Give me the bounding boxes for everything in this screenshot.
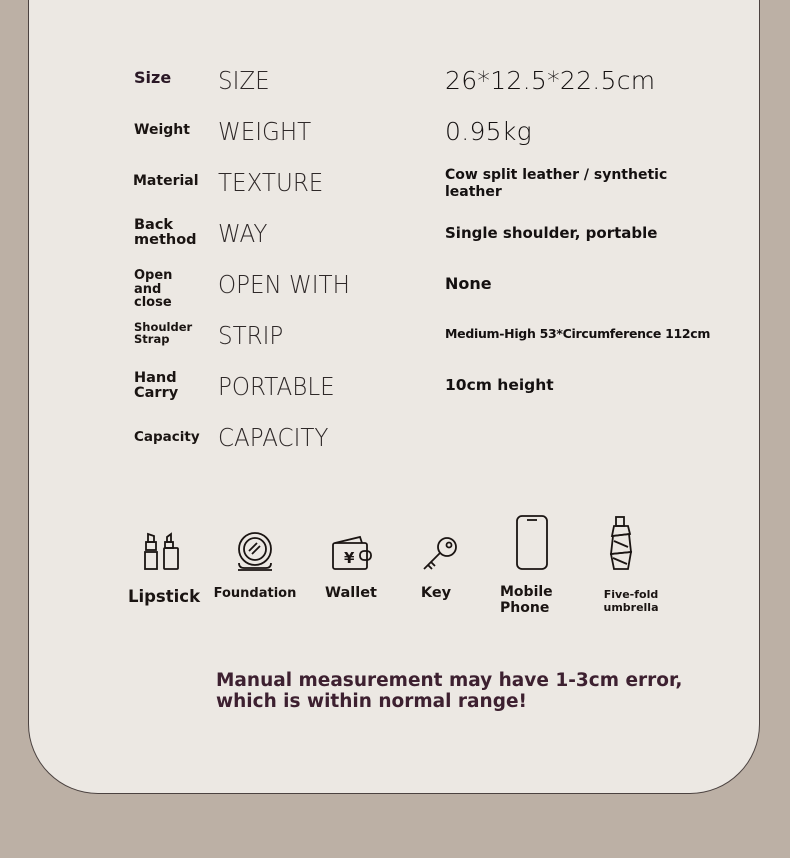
umbrella-icon <box>606 514 636 572</box>
capacity-item-mobile-phone: Mobile Phone <box>500 584 553 616</box>
spec-label-hand-carry: Hand Carry <box>134 370 179 402</box>
spec-label-weight: Weight <box>134 122 190 138</box>
wallet-icon <box>330 535 374 571</box>
capacity-item-umbrella: Five-fold umbrella <box>603 588 659 614</box>
spec-value-material: Cow split leather / synthetic leather <box>445 167 668 200</box>
svg-text:¥: ¥ <box>344 549 355 567</box>
spec-value-shoulder-strap: Medium-High 53*Circumference 112cm <box>445 326 711 341</box>
spec-caps-material: TEXTURE <box>218 168 324 197</box>
spec-label-material: Material <box>133 173 199 189</box>
spec-caps-capacity: CAPACITY <box>218 423 329 452</box>
spec-label-back-method: Back method <box>134 217 197 249</box>
spec-caps-shoulder-strap: STRIP <box>218 321 284 350</box>
spec-value-weight: 0.95kg <box>445 117 532 146</box>
spec-caps-weight: WEIGHT <box>218 117 312 146</box>
spec-value-size: 26*12.5*22.5cm <box>445 66 656 95</box>
spec-label-open-close: Open and close <box>134 268 173 311</box>
compact-mirror-icon <box>236 530 274 572</box>
spec-caps-size: SIZE <box>218 66 270 95</box>
spec-caps-open-close: OPEN WITH <box>218 270 350 299</box>
phone-icon <box>514 514 550 572</box>
key-icon <box>420 535 460 573</box>
spec-value-hand-carry: 10cm height <box>445 376 554 394</box>
spec-value-back-method: Single shoulder, portable <box>445 224 658 242</box>
spec-label-size: Size <box>134 68 172 87</box>
spec-caps-back-method: WAY <box>218 219 268 248</box>
spec-label-capacity: Capacity <box>134 429 200 445</box>
capacity-item-lipstick: Lipstick <box>127 587 201 606</box>
measurement-note: Manual measurement may have 1-3cm error, which is within normal range! <box>216 670 683 712</box>
spec-caps-hand-carry: PORTABLE <box>218 372 335 401</box>
capacity-item-key: Key <box>420 585 452 601</box>
capacity-item-foundation: Foundation <box>213 586 297 601</box>
lipstick-icon <box>144 530 182 572</box>
spec-value-open-close: None <box>445 274 492 293</box>
capacity-item-wallet: Wallet <box>325 585 377 601</box>
spec-label-shoulder-strap: Shoulder Strap <box>134 320 193 347</box>
